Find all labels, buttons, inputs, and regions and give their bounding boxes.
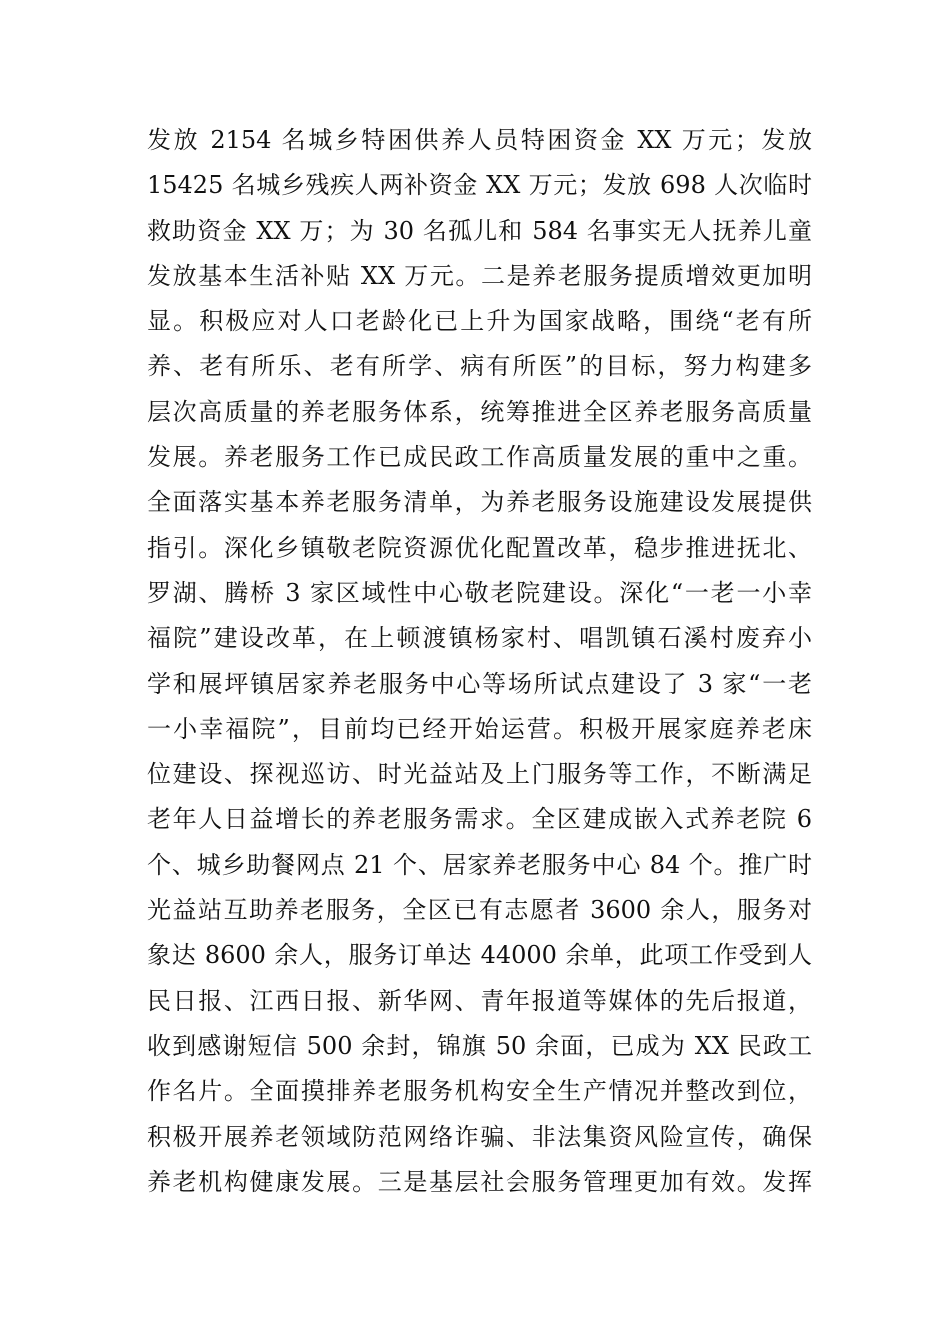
text-line: 全面落实基本养老服务清单，为养老服务设施建设发展提供 xyxy=(147,488,812,517)
text-line: 民日报、江西日报、新华网、青年报道等媒体的先后报道， xyxy=(147,986,812,1015)
text-line: 发放基本生活补贴 XX 万元。二是养老服务提质增效更加明 xyxy=(147,261,812,290)
text-line: 发展。养老服务工作已成民政工作高质量发展的重中之重。 xyxy=(147,443,812,472)
text-line: 救助资金 XX 万；为 30 名孤儿和 584 名事实无人抚养儿童 xyxy=(147,216,812,245)
text-line: 光益站互助养老服务，全区已有志愿者 3600 余人，服务对 xyxy=(147,896,812,925)
text-line: 福院”建设改革，在上顿渡镇杨家村、唱凯镇石溪村废弃小 xyxy=(147,624,812,653)
text-line: 位建设、探视巡访、时光益站及上门服务等工作，不断满足 xyxy=(147,760,812,789)
text-line: 学和展坪镇居家养老服务中心等场所试点建设了 3 家“一老 xyxy=(147,669,812,698)
text-line: 老年人日益增长的养老服务需求。全区建成嵌入式养老院 6 xyxy=(147,805,812,834)
text-line: 作名片。全面摸排养老服务机构安全生产情况并整改到位， xyxy=(147,1077,812,1106)
text-line: 显。积极应对人口老龄化已上升为国家战略，围绕“老有所 xyxy=(147,307,812,336)
text-line: 15425 名城乡残疾人两补资金 XX 万元；发放 698 人次临时 xyxy=(147,171,812,200)
text-line: 指引。深化乡镇敬老院资源优化配置改革，稳步推进抚北、 xyxy=(147,533,812,562)
text-line: 养、老有所乐、老有所学、病有所医”的目标，努力构建多 xyxy=(147,352,812,381)
text-line: 积极开展养老领域防范网络诈骗、非法集资风险宣传，确保 xyxy=(147,1122,812,1151)
body-paragraph xyxy=(147,118,812,1205)
text-line: 罗湖、腾桥 3 家区域性中心敬老院建设。深化“一老一小幸 xyxy=(147,578,812,607)
text-line: 一小幸福院”，目前均已经开始运营。积极开展家庭养老床 xyxy=(147,714,812,743)
text-line: 发放 2154 名城乡特困供养人员特困资金 XX 万元；发放 xyxy=(147,126,812,154)
text-line: 个、城乡助餐网点 21 个、居家养老服务中心 84 个。推广时 xyxy=(147,850,812,879)
text-line: 层次高质量的养老服务体系，统筹推进全区养老服务高质量 xyxy=(147,397,812,426)
text-line: 养老机构健康发展。三是基层社会服务管理更加有效。发挥 xyxy=(147,1167,812,1196)
text-line: 收到感谢短信 500 余封，锦旗 50 余面，已成为 XX 民政工 xyxy=(147,1031,812,1060)
text-line: 象达 8600 余人，服务订单达 44000 余单，此项工作受到人 xyxy=(147,941,812,970)
